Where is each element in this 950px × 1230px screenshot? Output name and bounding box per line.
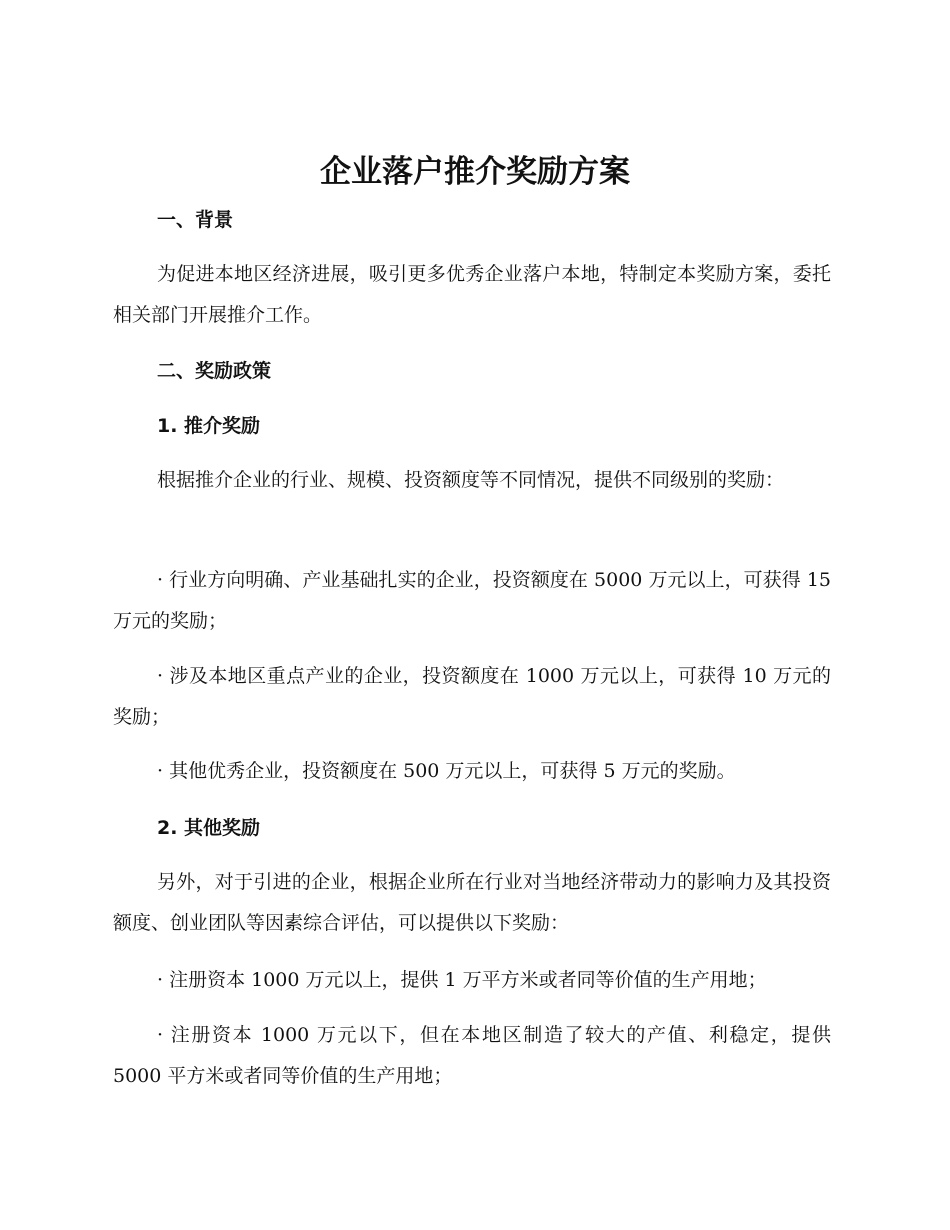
background-paragraph: 为促进本地区经济进展，吸引更多优秀企业落户本地，特制定本奖励方案，委托相关部门开展推介工作。	[113, 263, 831, 326]
referral-intro-paragraph: 根据推介企业的行业、规模、投资额度等不同情况，提供不同级别的奖励：	[157, 469, 785, 491]
referral-list-item: · 行业方向明确、产业基础扎实的企业，投资额度在 5000 万元以上，可获得 15 万元的奖励；	[113, 569, 831, 632]
other-intro-paragraph: 另外，对于引进的企业，根据企业所在行业对当地经济带动力的影响力及其投资额度、创业团队等因素综合评估，可以提供以下奖励：	[113, 871, 831, 934]
referral-list-item: · 涉及本地区重点产业的企业，投资额度在 1000 万元以上，可获得 10 万元的奖励；	[113, 665, 831, 728]
referral-list-item: · 其他优秀企业，投资额度在 500 万元以上，可获得 5 万元的奖励。	[157, 760, 736, 782]
other-list-item: · 注册资本 1000 万元以下，但在本地区制造了较大的产值、利稳定，提供 5000 平方米或者同等价值的生产用地；	[113, 1024, 831, 1087]
subsection-heading-referral: 1. 推介奖励	[157, 415, 261, 437]
section-heading-policy: 二、奖励政策	[157, 360, 272, 382]
other-list-item: · 注册资本 1000 万元以上，提供 1 万平方米或者同等价值的生产用地；	[157, 969, 767, 991]
subsection-heading-other: 2. 其他奖励	[157, 817, 261, 839]
section-heading-background: 一、背景	[157, 209, 234, 231]
document-title: 企业落户推介奖励方案	[320, 154, 630, 190]
